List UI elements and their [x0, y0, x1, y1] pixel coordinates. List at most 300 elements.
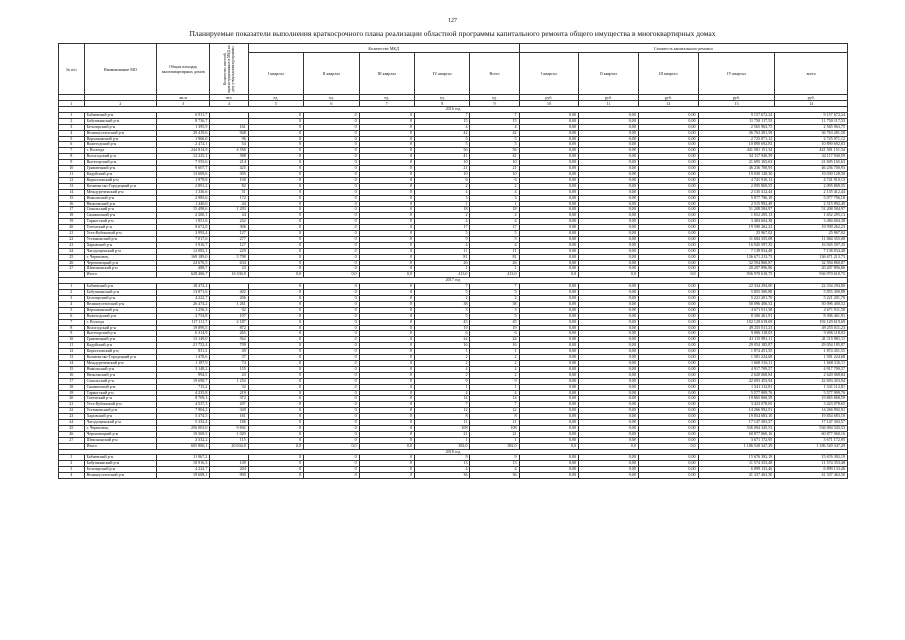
table-cell: 0,00: [519, 384, 579, 390]
table-cell: 0: [304, 177, 359, 183]
table-cell: 7 017,6: [157, 236, 210, 242]
table-cell: 4: [415, 189, 470, 195]
table-cell: 0,00: [638, 408, 698, 414]
table-cell: 0,00: [519, 360, 579, 366]
table-cell: 34 117 940,59: [775, 154, 848, 160]
table-cell: 0,00: [519, 148, 579, 154]
table-cell: 0: [304, 467, 359, 473]
table-cell: 0,00: [519, 425, 579, 431]
table-cell: 1: [59, 284, 85, 290]
mo-name-cell: Бабаевский р-н: [84, 455, 156, 461]
table-cell: 0,00: [638, 142, 698, 148]
mo-name-cell: Усть-Кубинский р-н: [84, 231, 156, 237]
table-cell: 214: [210, 160, 248, 166]
table-cell: 0,00: [638, 112, 698, 118]
mo-name-cell: Тарногский р-н: [84, 390, 156, 396]
table-cell: 0,00: [638, 337, 698, 343]
table-cell: 32 594 860,87: [775, 260, 848, 266]
mo-name-cell: Бабушкинский р-н: [84, 290, 156, 296]
table-cell: 6: [415, 177, 470, 183]
table-cell: 0: [248, 254, 303, 260]
table-cell: 0,00: [579, 402, 639, 408]
table-cell: 49: [210, 349, 248, 355]
table-cell: 0,00: [579, 343, 639, 349]
table-cell: 0: [304, 384, 359, 390]
table-cell: 5 077 796,18: [775, 195, 848, 201]
table-cell: 96: [210, 136, 248, 142]
mo-name-cell: Грязовецкий р-н: [84, 337, 156, 343]
table-cell: 1: [415, 266, 470, 272]
table-cell: 46 236 700,93: [698, 166, 775, 172]
table-cell: 42 693 453,94: [775, 378, 848, 384]
units-cell: ед.: [304, 95, 359, 101]
table-cell: 41 115 981,11: [698, 337, 775, 343]
table-cell: 0,00: [638, 301, 698, 307]
table-cell: 13: [59, 183, 85, 189]
header-count-q1: I квартал: [248, 53, 303, 95]
table-cell: 21: [415, 431, 470, 437]
table-cell: 0: [359, 160, 414, 166]
table-cell: 172: [210, 195, 248, 201]
table-cell: 2: [59, 118, 85, 124]
table-cell: 0: [359, 420, 414, 426]
table-cell: 0,00: [579, 420, 639, 426]
table-cell: 0: [304, 414, 359, 420]
table-cell: 115: [210, 437, 248, 443]
table-cell: 5 374,5: [157, 414, 210, 420]
table-cell: 8 306 461,91: [775, 313, 848, 319]
table-cell: 23: [59, 414, 85, 420]
table-cell: 9: [59, 331, 85, 337]
table-cell: 1 851,6: [157, 219, 210, 225]
mo-name-cell: Бабаевский р-н: [84, 284, 156, 290]
table-cell: 5: [470, 136, 519, 142]
table-cell: 6 899 133,46: [775, 467, 848, 473]
table-cell: 6: [470, 331, 519, 337]
table-cell: 0: [248, 236, 303, 242]
table-cell: 0,00: [638, 325, 698, 331]
table-cell: 44: [210, 201, 248, 207]
table-cell: 0: [304, 360, 359, 366]
table-cell: 0,00: [579, 142, 639, 148]
table-cell: 0: [304, 260, 359, 266]
table-cell: 229: [210, 248, 248, 254]
table-cell: 0,00: [579, 148, 639, 154]
table-cell: 3: [415, 307, 470, 313]
units-cell: руб.: [519, 95, 579, 101]
table-cell: 0,00: [579, 225, 639, 231]
table-cell: 11 750 117,53: [698, 118, 775, 124]
colnum-cell: 11: [579, 101, 639, 107]
table-cell: 0,00: [579, 290, 639, 296]
table-cell: 0: [304, 207, 359, 213]
table-cell: 0: [304, 130, 359, 136]
table-cell: 0: [304, 236, 359, 242]
mo-name-cell: Бабушкинский р-н: [84, 461, 156, 467]
header-cost-total: всего: [775, 53, 848, 95]
table-cell: 936 970 610,75: [698, 272, 775, 278]
table-cell: 0,00: [638, 213, 698, 219]
table-cell: 2 725 071,12: [775, 136, 848, 142]
table-cell: 0,00: [579, 355, 639, 361]
table-cell: 42 693 453,94: [698, 378, 775, 384]
table-cell: 26: [470, 260, 519, 266]
table-cell: 0: [304, 248, 359, 254]
table-cell: 256 003,0: [157, 425, 210, 431]
table-cell: 0: [359, 290, 414, 296]
table-cell: 0,00: [579, 118, 639, 124]
table-cell: 22 334 294,00: [698, 284, 775, 290]
table-cell: 0: [359, 266, 414, 272]
table-cell: 0: [359, 331, 414, 337]
table-cell: 709: [210, 343, 248, 349]
table-cell: 0: [304, 296, 359, 302]
table-cell: 244 814,9: [157, 148, 210, 154]
table-cell: 0: [304, 225, 359, 231]
table-cell: 0,00: [579, 254, 639, 260]
mo-name-cell: Нюксенский р-н: [84, 372, 156, 378]
table-cell: 0: [359, 366, 414, 372]
table-cell: 0: [304, 355, 359, 361]
table-cell: 0: [304, 420, 359, 426]
table-cell: 0: [359, 319, 414, 325]
table-cell: 11: [415, 420, 470, 426]
table-cell: 21 695 165,63: [775, 160, 848, 166]
table-cell: 21 752,4: [157, 343, 210, 349]
table-cell: 2: [415, 183, 470, 189]
table-cell: 0: [248, 301, 303, 307]
table-cell: 19 608,1: [157, 473, 210, 479]
table-cell: 0,00: [519, 195, 579, 201]
table-cell: 0: [248, 402, 303, 408]
table-cell: 1: [415, 349, 470, 355]
table-cell: 0: [359, 343, 414, 349]
table-cell: 14 266 992,91: [775, 408, 848, 414]
table-cell: 117 111,7: [157, 319, 210, 325]
table-row: [59, 473, 848, 479]
table-cell: 0: [248, 414, 303, 420]
table-cell: 24 676,5: [157, 260, 210, 266]
table-cell: 2: [470, 296, 519, 302]
table-cell: 0: [248, 372, 303, 378]
table-cell: 1 186 520 347,29: [775, 443, 848, 449]
table-cell: 402: [210, 290, 248, 296]
table-cell: 0,00: [579, 461, 639, 467]
table-cell: 6 899 133,46: [698, 467, 775, 473]
table-cell: 17: [470, 225, 519, 231]
table-body: [59, 107, 848, 479]
mo-name-cell: Чагодощенский р-н: [84, 248, 156, 254]
table-cell: 2 754,8: [157, 313, 210, 319]
colnum-cell: 10: [519, 101, 579, 107]
table-cell: 0: [359, 301, 414, 307]
table-cell: 2 620 068,84: [775, 372, 848, 378]
table-cell: 0,00: [579, 301, 639, 307]
table-cell: 19: [415, 325, 470, 331]
table-cell: 25 967,02: [775, 231, 848, 237]
table-cell: 136 671 213,73: [698, 254, 775, 260]
table-cell: 0: [248, 160, 303, 166]
capital-repair-table: [58, 43, 848, 479]
table-cell: 0: [304, 160, 359, 166]
table-cell: 9: [470, 236, 519, 242]
table-cell: 19: [59, 219, 85, 225]
table-cell: 0,00: [519, 183, 579, 189]
table-cell: 634: [210, 260, 248, 266]
header-area: Общая площадь многоквартирных домов: [157, 44, 210, 95]
table-cell: 26: [415, 260, 470, 266]
table-cell: 4: [415, 124, 470, 130]
table-cell: 0,00: [579, 154, 639, 160]
mo-name-cell: Бабушкинский р-н: [84, 118, 156, 124]
table-cell: 0: [304, 402, 359, 408]
table-cell: 161: [210, 414, 248, 420]
table-cell: 936 970 610,75: [775, 272, 848, 278]
table-cell: 0,00: [638, 437, 698, 443]
table-cell: 0: [359, 467, 414, 473]
table-cell: 0,00: [638, 118, 698, 124]
table-cell: 0,00: [519, 296, 579, 302]
header-num: № п/п: [59, 44, 85, 95]
table-cell: 15 498,6: [157, 207, 210, 213]
table-cell: 2 725 071,12: [698, 136, 775, 142]
table-cell: 19 854 683,10: [775, 414, 848, 420]
mo-name-cell: Великоустюгский р-н: [84, 301, 156, 307]
table-cell: 60 877 060,16: [775, 431, 848, 437]
table-cell: 1: [470, 349, 519, 355]
table-cell: 219: [210, 390, 248, 396]
table-cell: 21 695 165,63: [698, 160, 775, 166]
table-cell: 11 574 353,48: [698, 461, 775, 467]
table-cell: 4: [470, 219, 519, 225]
table-cell: 26: [59, 431, 85, 437]
header-count-q2: II квартал: [304, 53, 359, 95]
table-cell: 2 187: [210, 319, 248, 325]
table-cell: 0: [359, 242, 414, 248]
table-cell: 11: [59, 171, 85, 177]
table-cell: 0,00: [519, 455, 579, 461]
table-cell: 0: [304, 242, 359, 248]
table-cell: 0: [304, 372, 359, 378]
table-cell: 0,00: [638, 248, 698, 254]
table-cell: 2: [415, 213, 470, 219]
table-cell: 11: [415, 248, 470, 254]
table-cell: 0: [304, 124, 359, 130]
table-cell: 0: [248, 313, 303, 319]
table-cell: 0: [304, 431, 359, 437]
table-cell: 0,00: [579, 207, 639, 213]
mo-name-cell: Харовский р-н: [84, 242, 156, 248]
table-cell: 9: [470, 378, 519, 384]
table-cell: 0,00: [638, 207, 698, 213]
table-cell: 0: [359, 142, 414, 148]
table-cell: 1: [59, 112, 85, 118]
table-cell: 0,00: [638, 455, 698, 461]
table-cell: 15: [59, 366, 85, 372]
table-cell: 3 148,2: [157, 366, 210, 372]
table-cell: 18 472,2: [157, 284, 210, 290]
table-cell: 0,00: [638, 431, 698, 437]
table-cell: 0,00: [579, 189, 639, 195]
table-cell: 0,00: [579, 325, 639, 331]
table-cell: 0: [304, 148, 359, 154]
table-cell: 4: [415, 219, 470, 225]
table-cell: 0: [359, 390, 414, 396]
table-cell: 19 030 128,30: [698, 171, 775, 177]
table-cell: 19 590 262,23: [775, 225, 848, 231]
table-cell: 0: [248, 225, 303, 231]
table-cell: 0: [359, 254, 414, 260]
table-cell: 3 423 078,65: [775, 402, 848, 408]
table-cell: 9 692: [210, 425, 248, 431]
table-cell: 8: [59, 325, 85, 331]
table-cell: 0,0: [248, 443, 303, 449]
table-cell: 19 865 868,59: [698, 396, 775, 402]
table-cell: 0: [359, 154, 414, 160]
table-cell: 0,00: [579, 136, 639, 142]
mo-name-cell: Устюженский р-н: [84, 408, 156, 414]
header-residents: [210, 44, 248, 95]
table-cell: 0: [304, 301, 359, 307]
table-cell: 2: [470, 360, 519, 366]
mo-name-cell: Нюксенский р-н: [84, 201, 156, 207]
header-cost-q2: II квартал: [579, 53, 639, 95]
table-cell: 1 541 112,81: [698, 384, 775, 390]
table-cell: 628 466,7: [157, 272, 210, 278]
table-cell: 0,00: [579, 437, 639, 443]
table-cell: 1: [415, 437, 470, 443]
table-cell: 0,00: [519, 231, 579, 237]
table-cell: 7: [470, 402, 519, 408]
colnum-cell: 8: [415, 101, 470, 107]
table-cell: 0: [304, 390, 359, 396]
mo-name-cell: Харовский р-н: [84, 414, 156, 420]
table-cell: 0: [248, 154, 303, 160]
table-cell: 0,00: [519, 166, 579, 172]
table-cell: 441 581 151,34: [775, 148, 848, 154]
table-cell: 16: [470, 343, 519, 349]
table-cell: 19 569,5: [157, 431, 210, 437]
mo-name-cell: Кирилловский р-н: [84, 177, 156, 183]
table-cell: 0,00: [638, 313, 698, 319]
mo-name-cell: Грязовецкий р-н: [84, 166, 156, 172]
table-cell: 16 330,0: [210, 272, 248, 278]
table-cell: 0: [248, 266, 303, 272]
table-cell: 0: [248, 195, 303, 201]
table-cell: 0: [304, 455, 359, 461]
mo-name-cell: Вожегодский р-н: [84, 142, 156, 148]
table-cell: 0,00: [579, 372, 639, 378]
table-cell: 0,00: [519, 112, 579, 118]
table-cell: 4 671 911,58: [775, 307, 848, 313]
table-cell: 1 187,9: [157, 360, 210, 366]
table-cell: 441 581 151,34: [698, 148, 775, 154]
table-cell: 0: [304, 171, 359, 177]
table-cell: 4 222,7: [157, 296, 210, 302]
table-cell: 82: [210, 183, 248, 189]
table-cell: 13: [470, 461, 519, 467]
table-cell: 51 208 584,97: [775, 207, 848, 213]
table-cell: 0,00: [638, 425, 698, 431]
table-cell: 155: [210, 366, 248, 372]
table-cell: 9 006 118,03: [775, 331, 848, 337]
table-cell: 0,00: [638, 136, 698, 142]
table-cell: 0,00: [519, 189, 579, 195]
table-cell: 0,00: [638, 225, 698, 231]
table-cell: 0: [359, 431, 414, 437]
table-cell: 45: [470, 319, 519, 325]
table-cell: 12: [470, 408, 519, 414]
table-cell: 0,00: [519, 319, 579, 325]
table-cell: 5: [470, 313, 519, 319]
colnum-cell: 6: [304, 101, 359, 107]
table-cell: 0: [304, 213, 359, 219]
table-cell: 1 581 224,68: [698, 355, 775, 361]
table-cell: 0: [248, 431, 303, 437]
table-cell: 1 668 316,11: [698, 360, 775, 366]
table-cell: 5 855 300,88: [698, 290, 775, 296]
table-cell: 192 129 619,69: [775, 319, 848, 325]
table-cell: 186: [210, 420, 248, 426]
table-cell: 19: [470, 325, 519, 331]
table-cell: 100: [210, 177, 248, 183]
table-cell: 0: [304, 189, 359, 195]
table-cell: 1 966,0: [157, 136, 210, 142]
table-cell: 41 337 463,50: [698, 473, 775, 479]
table-cell: 5: [470, 231, 519, 237]
table-cell: 1: [415, 201, 470, 207]
mo-name-cell: Вологодский р-н: [84, 154, 156, 160]
table-cell: 0,00: [638, 171, 698, 177]
table-cell: 4 537,3: [157, 402, 210, 408]
mo-name-cell: Тотемский р-н: [84, 225, 156, 231]
table-cell: 161: [210, 124, 248, 130]
table-cell: 0,00: [638, 378, 698, 384]
table-cell: 382,0: [415, 443, 470, 449]
table-cell: 1 440,6: [157, 201, 210, 207]
table-cell: 0: [304, 307, 359, 313]
table-cell: 0,00: [638, 420, 698, 426]
table-cell: 0: [248, 171, 303, 177]
table-cell: 1 652 295,13: [775, 213, 848, 219]
table-cell: 9: [415, 378, 470, 384]
table-cell: 0,00: [519, 325, 579, 331]
table-cell: 4: [415, 390, 470, 396]
table-cell: 36: [415, 473, 470, 479]
table-cell: 3 423 078,65: [698, 402, 775, 408]
table-cell: 10: [470, 160, 519, 166]
mo-name-cell: Сокольский р-н: [84, 207, 156, 213]
table-cell: 9: [470, 455, 519, 461]
table-cell: 588: [210, 154, 248, 160]
table-cell: 43: [210, 372, 248, 378]
mo-name-cell: Кичменгско-Городецкий р-н: [84, 355, 156, 361]
table-cell: 13 149,0: [157, 337, 210, 343]
table-cell: 0,0: [579, 272, 639, 278]
table-cell: 0,0: [638, 272, 698, 278]
mo-name-cell: Вытегорский р-н: [84, 160, 156, 166]
table-cell: 8 306 461,91: [698, 313, 775, 319]
colnum-cell: 3: [157, 101, 210, 107]
table-cell: 7: [415, 284, 470, 290]
table-cell: 19: [59, 390, 85, 396]
table-cell: 413,0: [415, 272, 470, 278]
table-cell: 16 945 597,35: [775, 242, 848, 248]
table-cell: 10: [415, 160, 470, 166]
table-cell: 18: [470, 207, 519, 213]
table-cell: 2 135 412,44: [698, 189, 775, 195]
table-cell: 34 117 940,59: [698, 154, 775, 160]
